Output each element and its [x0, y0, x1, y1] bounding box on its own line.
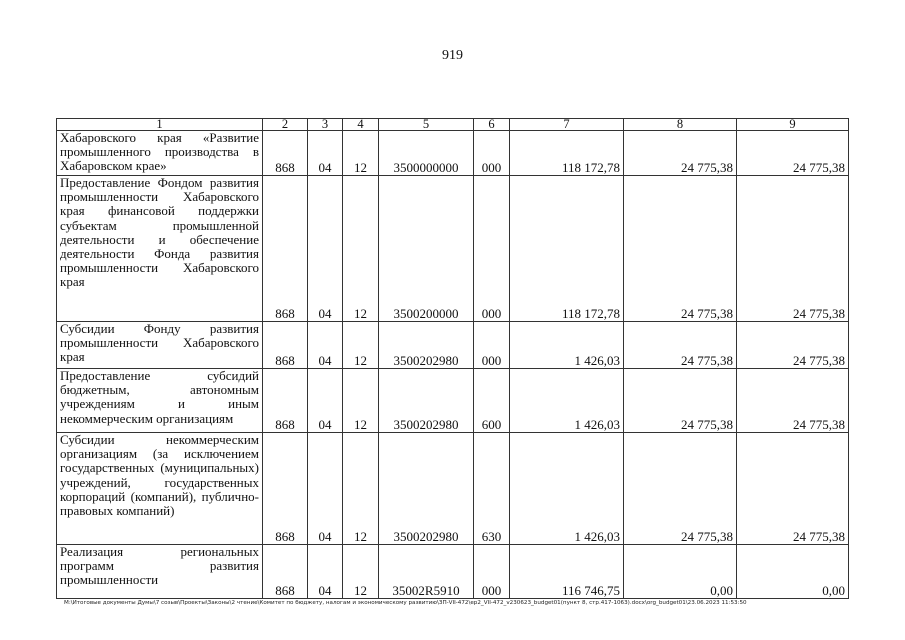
- cell-c7: 1 426,03: [510, 369, 624, 433]
- table-header-row: [57, 119, 849, 131]
- row-name: Субсидии Фонду развития промышленности Хабаровского края: [57, 322, 263, 369]
- row-name: Субсидии некоммерческим организациям (за исключением государственных (муниципальных) учреждений, государственных корпораций (компаний), публично-правовых компаний): [57, 433, 263, 545]
- page-number: 919: [442, 48, 463, 63]
- cell-c6: 630: [474, 433, 510, 545]
- cell-c7: 116 746,75: [510, 545, 624, 599]
- column-header: 2: [263, 119, 308, 131]
- cell-c2: 868: [263, 545, 308, 599]
- cell-c5: 3500200000: [379, 176, 474, 322]
- row-name: Реализация региональных программ развития промышленности: [57, 545, 263, 599]
- table-row: [57, 131, 849, 176]
- cell-c5: 3500202980: [379, 322, 474, 369]
- cell-c7: 118 172,78: [510, 131, 624, 176]
- row-name: Предоставление субсидий бюджетным, автономным учреждениям и иным некоммерческим организациям: [57, 369, 263, 433]
- cell-c5: 3500000000: [379, 131, 474, 176]
- cell-c3: 04: [308, 322, 343, 369]
- cell-c4: 12: [343, 131, 379, 176]
- table-row: [57, 322, 849, 369]
- cell-c6: 000: [474, 176, 510, 322]
- column-header: 6: [474, 119, 510, 131]
- cell-c5: 35002R5910: [379, 545, 474, 599]
- row-name: Хабаровского края «Развитие промышленного производства в Хабаровском крае»: [57, 131, 263, 176]
- cell-c8: 24 775,38: [624, 322, 737, 369]
- cell-c3: 04: [308, 369, 343, 433]
- cell-c8: 24 775,38: [624, 369, 737, 433]
- cell-c5: 3500202980: [379, 433, 474, 545]
- column-header: 1: [57, 119, 263, 131]
- cell-c4: 12: [343, 369, 379, 433]
- cell-c2: 868: [263, 322, 308, 369]
- cell-c4: 12: [343, 545, 379, 599]
- budget-table: [56, 118, 849, 599]
- cell-c9: 24 775,38: [737, 322, 849, 369]
- cell-c3: 04: [308, 176, 343, 322]
- cell-c9: 24 775,38: [737, 131, 849, 176]
- cell-c2: 868: [263, 433, 308, 545]
- column-header: 9: [737, 119, 849, 131]
- cell-c2: 868: [263, 369, 308, 433]
- table-row: [57, 369, 849, 433]
- column-header: 5: [379, 119, 474, 131]
- cell-c6: 000: [474, 322, 510, 369]
- cell-c5: 3500202980: [379, 369, 474, 433]
- cell-c8: 24 775,38: [624, 176, 737, 322]
- column-header: 8: [624, 119, 737, 131]
- document-footer-path: M:\Итоговые документы Думы\7 созыв\Проекты\Законы\2 чтение\Комитет по бюджету, налогам и экономическому развитию\ЗП-VII-472\ер2_VII-472_v230623_budget01(пункт 8, стр.417-1063).docx\org_budget01\23.06.2023 11:53:50: [64, 600, 747, 606]
- cell-c9: 0,00: [737, 545, 849, 599]
- table-row: [57, 176, 849, 322]
- column-header: 3: [308, 119, 343, 131]
- cell-c4: 12: [343, 433, 379, 545]
- cell-c7: 118 172,78: [510, 176, 624, 322]
- cell-c9: 24 775,38: [737, 369, 849, 433]
- cell-c3: 04: [308, 433, 343, 545]
- table-row: [57, 433, 849, 545]
- cell-c8: 24 775,38: [624, 131, 737, 176]
- cell-c9: 24 775,38: [737, 176, 849, 322]
- column-header: 7: [510, 119, 624, 131]
- table-row: [57, 545, 849, 599]
- cell-c3: 04: [308, 545, 343, 599]
- cell-c7: 1 426,03: [510, 322, 624, 369]
- cell-c8: 0,00: [624, 545, 737, 599]
- column-header: 4: [343, 119, 379, 131]
- cell-c6: 000: [474, 545, 510, 599]
- cell-c2: 868: [263, 131, 308, 176]
- cell-c4: 12: [343, 322, 379, 369]
- cell-c6: 600: [474, 369, 510, 433]
- cell-c2: 868: [263, 176, 308, 322]
- cell-c6: 000: [474, 131, 510, 176]
- cell-c7: 1 426,03: [510, 433, 624, 545]
- cell-c3: 04: [308, 131, 343, 176]
- row-name: Предоставление Фондом развития промышленности Хабаровского края финансовой поддержки субъектам промышленной деятельности и обеспечение деятельности Фонда развития промышленности Хабаровского края: [57, 176, 263, 322]
- cell-c8: 24 775,38: [624, 433, 737, 545]
- cell-c4: 12: [343, 176, 379, 322]
- cell-c9: 24 775,38: [737, 433, 849, 545]
